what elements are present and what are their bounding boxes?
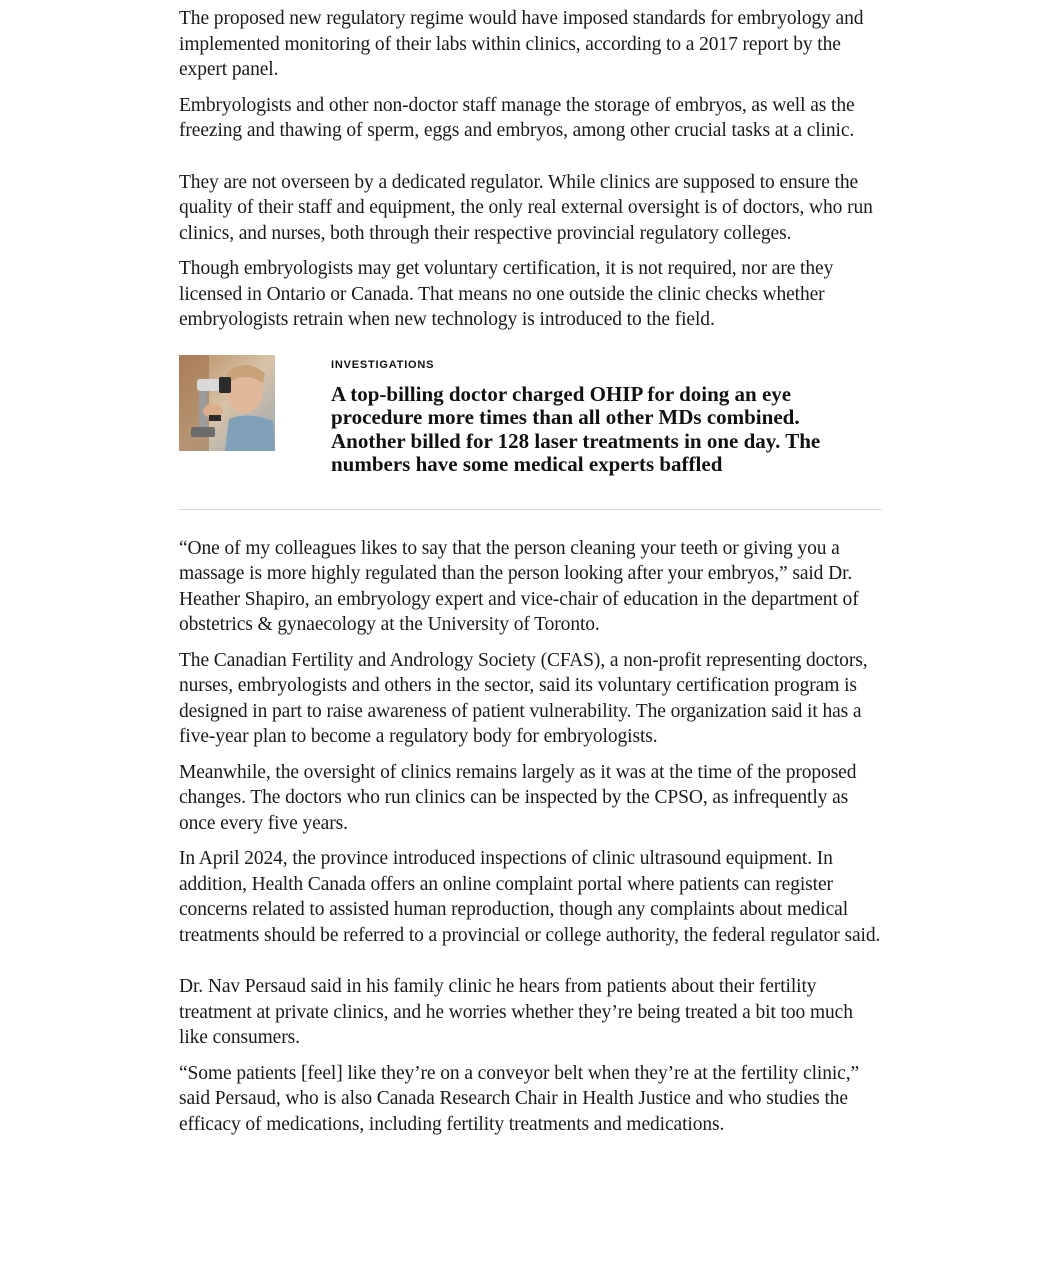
article-paragraph: Embryologists and other non-doctor staff manage the storage of embryos, as well as the freezing and thawing of sperm, eggs and embryos, among other crucial tasks at a clinic. [179,94,855,141]
article-paragraph: They are not overseen by a dedicated regulator. While clinics are supposed to ensure the quality of their staff and equipment, the only real external oversight is of doctors, who run clinics, and nurses, both through their respective provincial regulatory colleges. [179,171,873,244]
article-paragraph: Meanwhile, the oversight of clinics remains largely as it was at the time of the proposed changes. The doctors who run clinics can be inspected by the CPSO, as infrequently as once every five years. [179,761,857,834]
article-body [179,0,882,1147]
related-story-card[interactable] [179,355,882,510]
article-paragraph: “One of my colleagues likes to say that the person cleaning your teeth or giving you a massage is more highly regulated than the person looking after your embryos,” said Dr. Heather Shapiro, an embryology expert and vice-chair of education in the department of obstetrics & gynaecology at the University of Toronto. [179,537,859,635]
doctor-with-eye-instrument-photo-icon [179,355,275,451]
article-paragraph: In April 2024, the province introduced inspections of clinic ultrasound equipment. In addition, Health Canada offers an online complaint portal where patients can register concerns related to assisted human reproduction, though any complaints about medical treatments should be referred to a provincial or college authority, the federal regulator said. [179,848,881,946]
related-story-text [331,359,851,477]
related-story-kicker[interactable]: INVESTIGATIONS [331,358,435,371]
related-story-thumbnail[interactable] [179,355,275,451]
article-paragraph: Though embryologists may get voluntary certification, it is not required, nor are they licensed in Ontario or Canada. That means no one outside the clinic checks whether embryologists retrain when new technology is introduced to the field. [179,258,834,330]
article-paragraph: The proposed new regulatory regime would have imposed standards for embryology and implemented monitoring of their labs within clinics, according to a 2017 report by the expert panel. [179,8,864,80]
article-paragraph: Dr. Nav Persaud said in his family clinic he hears from patients about their fertility treatment at private clinics, and he worries whether they’re being treated a bit too much like consumers. [179,976,853,1048]
related-story-headline-link[interactable]: A top-billing doctor charged OHIP for doing an eye procedure more times than all other MDs combined. Another billed for 128 laser treatments in one day. The numbers have some medical experts baffled [331,381,821,476]
article-paragraph: The Canadian Fertility and Andrology Society (CFAS), a non-profit representing doctors, nurses, embryologists and others in the sector, said its voluntary certification program is designed in part to raise awareness of patient vulnerability. The organization said it has a five-year plan to become a regulatory body for embryologists. [179,649,868,747]
article-paragraph: “Some patients [feel] like they’re on a conveyor belt when they’re at the fertility clinic,” said Persaud, who is also Canada Research Chair in Health Justice and who studies the efficacy of medications, including fertility treatments and medications. [179,1062,860,1135]
